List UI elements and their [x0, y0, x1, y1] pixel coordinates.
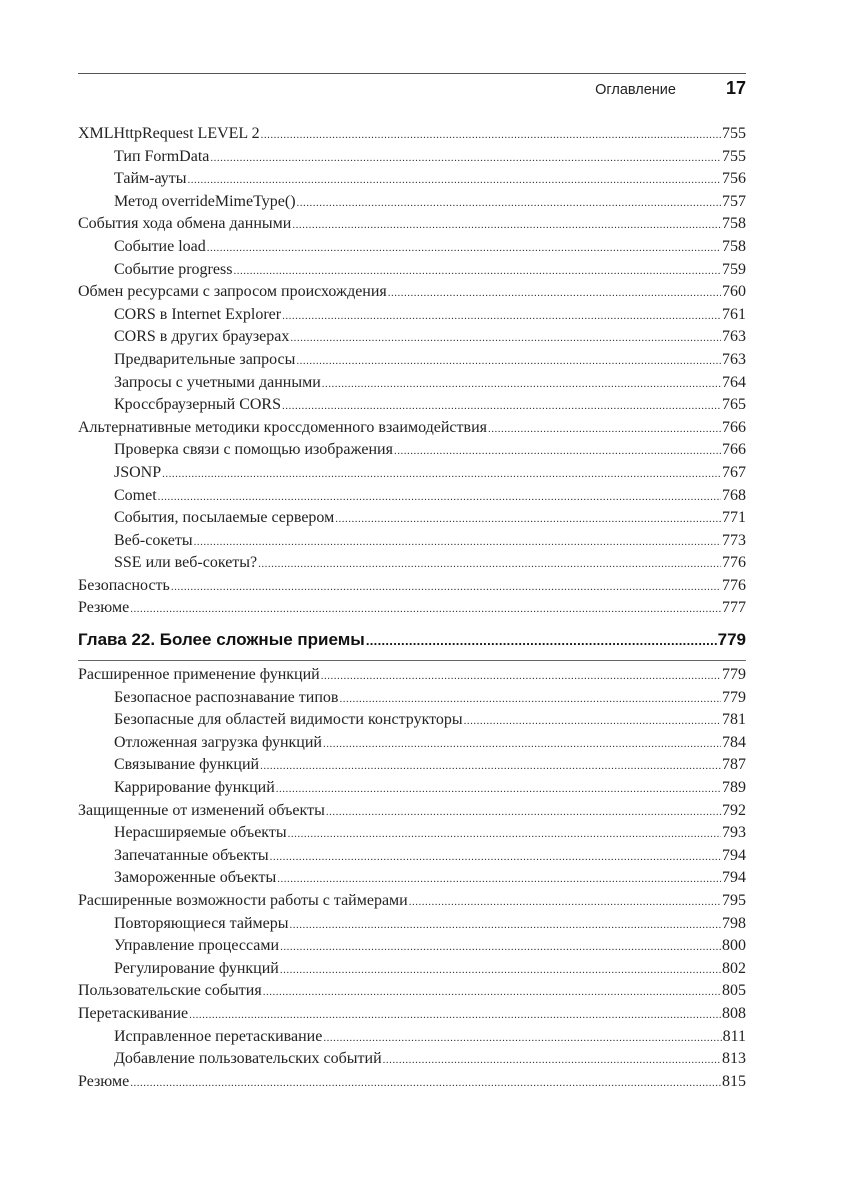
chapter-page: 779 [717, 630, 746, 650]
toc-entry[interactable] [78, 238, 746, 261]
toc-entry[interactable] [78, 464, 746, 487]
leader-dots [409, 896, 721, 908]
toc-entry[interactable] [78, 125, 746, 148]
toc-entry[interactable] [78, 170, 746, 193]
toc-entry-page: 805 [722, 982, 746, 1000]
leader-dots [258, 558, 721, 570]
toc-entry-title: Тайм-ауты [114, 170, 187, 188]
leader-dots [188, 174, 721, 186]
toc-entry-title: Событие load [114, 237, 206, 255]
toc-entry-page: 763 [722, 350, 746, 368]
leader-dots [280, 964, 721, 976]
toc-entry[interactable] [78, 937, 746, 960]
toc-entry-title: Альтернативные методики кроссдоменного взаимодействия [78, 418, 487, 436]
leader-dots [289, 919, 721, 931]
toc-entry-title: Запросы с учетными данными [114, 373, 321, 391]
toc-entry[interactable] [78, 1073, 746, 1096]
page-header [78, 78, 746, 102]
running-title: Оглавление [595, 82, 676, 98]
toc-entry-page: 755 [722, 147, 746, 165]
toc-entry[interactable] [78, 824, 746, 847]
toc-entry-title: Безопасное распознавание типов [114, 688, 339, 706]
toc-entry[interactable] [78, 487, 746, 510]
toc-entry[interactable] [78, 554, 746, 577]
leader-dots [158, 491, 721, 503]
toc-group-chapter-22 [78, 666, 746, 1095]
toc-entry-page: 768 [722, 486, 746, 504]
chapter-heading[interactable] [78, 630, 746, 661]
page-number: 17 [725, 78, 746, 98]
toc-entry-page: 766 [722, 418, 746, 436]
toc-entry-page: 776 [722, 554, 746, 572]
leader-dots [335, 513, 721, 525]
toc-entry-page: 794 [722, 846, 746, 864]
leader-dots [394, 445, 721, 457]
toc-entry-page: 773 [722, 531, 746, 549]
leader-dots [288, 828, 721, 840]
toc-entry-title: CORS в других браузерах [114, 328, 290, 346]
toc-entry-title: Метод overrideMimeType() [114, 192, 296, 210]
leader-dots [290, 332, 721, 344]
toc-entry[interactable] [78, 283, 746, 306]
chapter-heading-wrap [78, 630, 746, 661]
leader-dots [207, 242, 721, 254]
toc-entry[interactable] [78, 441, 746, 464]
leader-dots [388, 287, 721, 299]
leader-dots [383, 1054, 721, 1066]
toc-entry-page: 794 [722, 869, 746, 887]
toc-entry-title: Тип FormData [114, 147, 210, 165]
toc-entry-page: 759 [722, 260, 746, 278]
toc-entry-page: 763 [722, 328, 746, 346]
toc-entry-title: Управление процессами [114, 937, 280, 955]
toc-entry-page: 758 [722, 215, 746, 233]
toc-entry[interactable] [78, 577, 746, 600]
leader-dots [280, 941, 721, 953]
toc-entry-title: Отложенная загрузка функций [114, 733, 322, 751]
toc-entry-page: 766 [722, 441, 746, 459]
table-of-contents [78, 125, 746, 1095]
toc-entry[interactable] [78, 892, 746, 915]
toc-entry[interactable] [78, 915, 746, 938]
leader-dots [323, 1032, 721, 1044]
toc-entry-page: 767 [722, 463, 746, 481]
leader-dots [233, 265, 721, 277]
leader-dots [270, 851, 721, 863]
toc-entry[interactable] [78, 532, 746, 555]
toc-entry[interactable] [78, 261, 746, 284]
toc-entry[interactable] [78, 847, 746, 870]
chapter-title: Глава 22. Более сложные приемы [78, 630, 365, 650]
toc-entry-title: Событие progress [114, 260, 233, 278]
toc-entry-title: Безопасные для областей видимости конструкторы [114, 711, 463, 729]
toc-entry[interactable] [78, 779, 746, 802]
toc-entry-page: 795 [722, 892, 746, 909]
toc-entry[interactable] [78, 802, 746, 825]
toc-entry-page: 781 [722, 711, 746, 729]
leader-dots [130, 1077, 721, 1089]
toc-entry-page: 777 [722, 599, 746, 617]
toc-entry-title: Безопасность [78, 576, 170, 594]
leader-dots [189, 1009, 721, 1021]
toc-entry[interactable] [78, 396, 746, 419]
toc-entry-page: 798 [722, 914, 746, 932]
toc-entry-title: Повторяющиеся таймеры [114, 914, 289, 932]
toc-entry[interactable] [78, 869, 746, 892]
leader-dots [321, 670, 721, 682]
toc-entry[interactable] [78, 666, 746, 689]
toc-entry[interactable] [78, 193, 746, 216]
toc-entry-page: 813 [722, 1050, 746, 1068]
toc-entry-title: Связывание функций [114, 756, 260, 774]
toc-entry-title: Comet [114, 486, 157, 504]
toc-entry-title: Защищенные от изменений объекты [78, 801, 325, 819]
leader-dots [366, 633, 717, 648]
toc-entry[interactable] [78, 215, 746, 238]
toc-entry-title: Обмен ресурсами с запросом происхождения [78, 283, 387, 301]
toc-entry[interactable] [78, 1028, 746, 1051]
toc-entry-title: Кроссбраузерный CORS [114, 396, 281, 414]
leader-dots [282, 400, 721, 412]
toc-entry-page: 764 [722, 373, 746, 391]
toc-entry-title: CORS в Internet Explorer [114, 305, 282, 323]
toc-entry-title: Запечатанные объекты [114, 846, 269, 864]
toc-entry-page: 787 [722, 756, 746, 774]
toc-entry-title: Перетаскивание [78, 1004, 189, 1022]
toc-entry-title: События, посылаемые сервером [114, 509, 335, 527]
toc-entry[interactable] [78, 689, 746, 712]
toc-entry-page: 757 [722, 192, 746, 210]
leader-dots [326, 806, 721, 818]
toc-entry-page: 800 [722, 937, 746, 955]
toc-entry[interactable] [78, 374, 746, 397]
leader-dots [297, 197, 721, 209]
toc-entry-page: 808 [722, 1004, 746, 1022]
toc-entry-title: Веб-сокеты [114, 531, 193, 549]
leader-dots [292, 219, 721, 231]
toc-entry-title: XMLHttpRequest LEVEL 2 [78, 125, 260, 142]
toc-entry-title: Резюме [78, 599, 130, 617]
toc-entry[interactable] [78, 1005, 746, 1028]
toc-entry-page: 779 [722, 688, 746, 706]
header-rule [78, 73, 746, 74]
toc-entry-title: Резюме [78, 1072, 130, 1090]
leader-dots [261, 129, 721, 141]
toc-entry[interactable] [78, 306, 746, 329]
toc-entry[interactable] [78, 734, 746, 757]
toc-entry-title: Каррирование функций [114, 779, 275, 797]
toc-entry-page: 771 [722, 509, 746, 527]
toc-entry-title: Добавление пользовательских событий [114, 1050, 382, 1068]
toc-entry-title: Расширенное применение функций [78, 666, 320, 684]
toc-entry-title: Расширенные возможности работы с таймерами [78, 892, 408, 909]
toc-entry[interactable] [78, 148, 746, 171]
toc-entry[interactable] [78, 599, 746, 622]
toc-entry[interactable] [78, 711, 746, 734]
toc-entry-page: 792 [722, 801, 746, 819]
leader-dots [130, 603, 721, 615]
leader-dots [277, 873, 721, 885]
toc-entry-page: 776 [722, 576, 746, 594]
toc-entry[interactable] [78, 419, 746, 442]
toc-entry-page: 784 [722, 733, 746, 751]
toc-entry-page: 789 [722, 779, 746, 797]
toc-entry-title: SSE или веб-сокеты? [114, 554, 258, 572]
toc-entry-page: 765 [722, 396, 746, 414]
toc-entry-title: Замороженные объекты [114, 869, 277, 887]
leader-dots [210, 152, 721, 164]
toc-entry-page: 811 [722, 1027, 746, 1045]
toc-entry-page: 802 [722, 959, 746, 977]
toc-entry-page: 815 [722, 1072, 746, 1090]
toc-entry-title: События хода обмена данными [78, 215, 292, 233]
toc-entry[interactable] [78, 982, 746, 1005]
leader-dots [339, 693, 721, 705]
leader-dots [162, 468, 721, 480]
toc-entry-page: 779 [722, 666, 746, 684]
toc-entry-title: JSONP [114, 463, 162, 481]
toc-entry-page: 761 [722, 305, 746, 323]
leader-dots [323, 738, 721, 750]
toc-entry-title: Пользовательские события [78, 982, 262, 1000]
toc-entry-title: Регулирование функций [114, 959, 279, 977]
toc-entry-page: 756 [722, 170, 746, 188]
toc-entry-page: 793 [722, 824, 746, 842]
leader-dots [282, 310, 721, 322]
toc-entry[interactable] [78, 351, 746, 374]
leader-dots [194, 536, 721, 548]
leader-dots [263, 986, 721, 998]
toc-entry-page: 755 [722, 125, 746, 142]
toc-entry-title: Проверка связи с помощью изображения [114, 441, 393, 459]
toc-entry-page: 760 [722, 283, 746, 301]
leader-dots [296, 355, 721, 367]
leader-dots [260, 760, 721, 772]
toc-entry-title: Нерасширяемые объекты [114, 824, 287, 842]
leader-dots [464, 715, 721, 727]
toc-entry[interactable] [78, 328, 746, 351]
toc-entry-title: Предварительные запросы [114, 350, 296, 368]
leader-dots [322, 378, 721, 390]
leader-dots [276, 783, 721, 795]
toc-entry[interactable] [78, 1050, 746, 1073]
toc-entry[interactable] [78, 756, 746, 779]
toc-entry[interactable] [78, 960, 746, 983]
leader-dots [488, 423, 721, 435]
leader-dots [171, 581, 721, 593]
toc-entry-page: 758 [722, 237, 746, 255]
toc-group-chapter-21 [78, 125, 746, 622]
toc-entry-title: Исправленное перетаскивание [114, 1027, 323, 1045]
toc-entry[interactable] [78, 509, 746, 532]
